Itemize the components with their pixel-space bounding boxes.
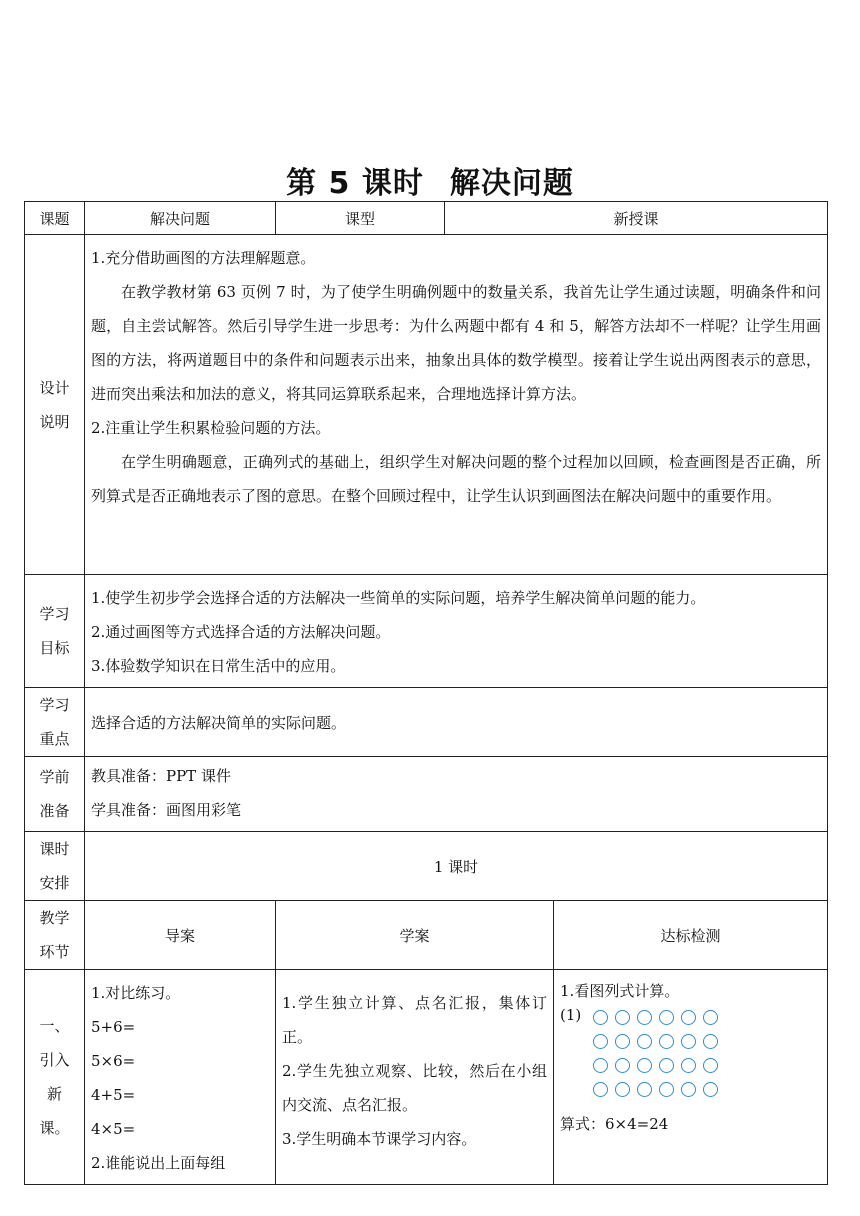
lesson-plan-table — [24, 201, 828, 1185]
circle-mark — [703, 1058, 718, 1073]
header-row — [25, 202, 828, 235]
guide-line: 5+6= — [91, 1018, 136, 1036]
stages-label — [25, 901, 85, 970]
type-label: 课型 — [276, 202, 445, 235]
circle-mark — [615, 1010, 630, 1025]
design-paragraph-2: 在学生明确题意，正确列式的基础上，组织学生对解决问题的整个过程加以回顾，检查画图是否正确，所列算式是否正确地表示了图的意思。在整个回顾过程中，让学生认识到画图法在解决问题中的重要作用。 — [91, 453, 822, 505]
design-point-1: 1.充分借助画图的方法理解题意。 — [91, 249, 316, 267]
schedule-label — [25, 832, 85, 901]
topic-value: 解决问题 — [85, 202, 276, 235]
prep-row — [25, 757, 828, 832]
design-content — [85, 235, 828, 575]
circle-mark — [615, 1034, 630, 1049]
circle-mark — [681, 1034, 696, 1049]
design-paragraph-1: 在教学教材第 63 页例 7 时，为了使学生明确例题中的数量关系，我首先让学生通过读题，明确条件和问题，自主尝试解答。然后引导学生进一步思考：为什么两题中都有 4 和 5，解答方法却不一样呢？让学生用画图的方法，将两道题目中的条件和问题表示出来，抽象出具体的数学模型。接着让学生说出两图表示的意思，进而突出乘法和加法的意义，将其同运算联系起来，合理地选择计算方法。 — [91, 283, 822, 403]
goals-row — [25, 575, 828, 688]
circle-grid — [593, 1010, 720, 1097]
stage1-check — [554, 970, 828, 1185]
title-topic: 解决问题 — [449, 166, 574, 201]
design-label — [25, 235, 85, 575]
goals-content — [85, 575, 828, 688]
circle-mark — [681, 1058, 696, 1073]
guide-header: 导案 — [85, 901, 276, 970]
goal-item: 3.体验数学知识在日常生活中的应用。 — [91, 657, 346, 675]
guide-line: 5×6= — [91, 1052, 136, 1070]
prep-student: 学具准备：画图用彩笔 — [91, 801, 242, 819]
prep-label — [25, 757, 85, 832]
schedule-label-text: 课时安排 — [39, 840, 70, 892]
circle-mark — [593, 1010, 608, 1025]
design-row — [25, 235, 828, 575]
stage1-label — [25, 970, 85, 1185]
design-label-text: 设计说明 — [39, 378, 70, 431]
circle-mark — [637, 1058, 652, 1073]
study-line: 2.学生先独立观察、比较，然后在小组内交流、点名汇报。 — [282, 1062, 548, 1114]
goal-item: 1.使学生初步学会选择合适的方法解决一些简单的实际问题，培养学生解决简单问题的能力。 — [91, 589, 706, 607]
study-line: 3.学生明确本节课学习内容。 — [282, 1130, 477, 1148]
key-label-text: 学习重点 — [39, 696, 70, 748]
type-value: 新授课 — [445, 202, 828, 235]
circle-mark — [681, 1082, 696, 1097]
study-line: 1.学生独立计算、点名汇报，集体订正。 — [282, 994, 548, 1046]
circle-mark — [703, 1082, 718, 1097]
circle-mark — [637, 1082, 652, 1097]
circle-mark — [593, 1082, 608, 1097]
circle-mark — [637, 1034, 652, 1049]
schedule-value: 1 课时 — [85, 832, 828, 901]
stage1-guide — [85, 970, 276, 1185]
key-text: 选择合适的方法解决简单的实际问题。 — [85, 688, 828, 757]
prep-content — [85, 757, 828, 832]
check-title: 1.看图列式计算。 — [560, 982, 680, 1000]
circle-mark — [703, 1010, 718, 1025]
stages-header-row — [25, 901, 828, 970]
circle-figure — [560, 1006, 821, 1097]
circle-mark — [593, 1034, 608, 1049]
guide-line: 4+5= — [91, 1086, 136, 1104]
study-header: 学案 — [276, 901, 554, 970]
page-title — [0, 158, 860, 202]
key-label — [25, 688, 85, 757]
prep-teacher: 教具准备：PPT 课件 — [91, 767, 231, 785]
circle-mark — [681, 1010, 696, 1025]
prep-label-text: 学前准备 — [39, 768, 70, 820]
key-row — [25, 688, 828, 757]
circle-mark — [593, 1058, 608, 1073]
circle-mark — [637, 1010, 652, 1025]
stage1-label-text: 一、引入新课。 — [39, 1017, 70, 1137]
stages-label-text: 教学环节 — [39, 909, 70, 961]
circle-mark — [703, 1034, 718, 1049]
check-header: 达标检测 — [554, 901, 828, 970]
circle-mark — [615, 1082, 630, 1097]
goal-item: 2.通过画图等方式选择合适的方法解决问题。 — [91, 623, 391, 641]
goals-label — [25, 575, 85, 688]
circle-mark — [659, 1010, 674, 1025]
circle-mark — [659, 1058, 674, 1073]
stage1-row — [25, 970, 828, 1185]
design-point-2: 2.注重让学生积累检验问题的方法。 — [91, 419, 331, 437]
circle-mark — [659, 1034, 674, 1049]
check-number: (1) — [560, 1006, 582, 1024]
guide-line: 4×5= — [91, 1120, 136, 1138]
title-lesson: 第 5 课时 — [286, 166, 424, 201]
stage1-study — [276, 970, 554, 1185]
schedule-row — [25, 832, 828, 901]
check-formula: 算式：6×4=24 — [560, 1115, 669, 1133]
circle-mark — [659, 1082, 674, 1097]
goals-label-text: 学习目标 — [39, 605, 70, 657]
topic-label: 课题 — [25, 202, 85, 235]
guide-line: 2.谁能说出上面每组 — [91, 1154, 226, 1172]
guide-line: 1.对比练习。 — [91, 984, 181, 1002]
circle-mark — [615, 1058, 630, 1073]
